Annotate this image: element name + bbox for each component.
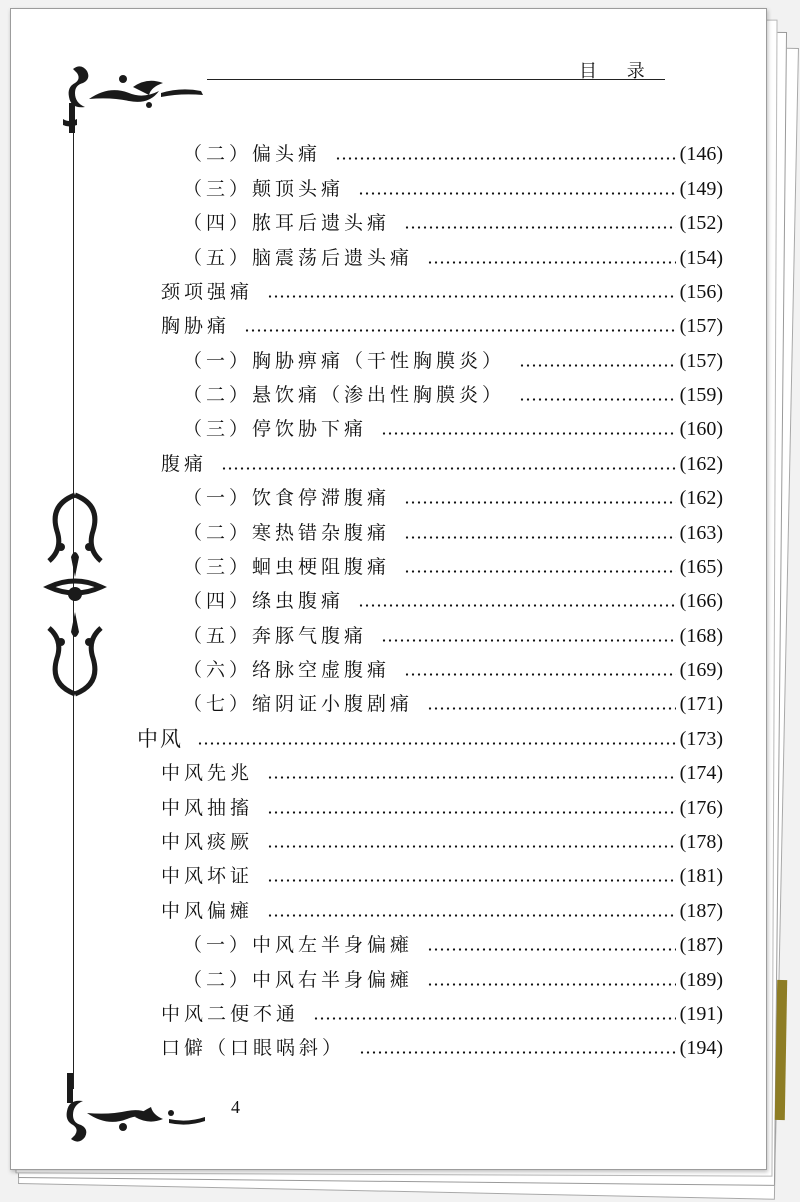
toc-entry-page: (160) <box>679 418 723 440</box>
toc-leader-dots <box>267 811 676 814</box>
toc-leader-dots <box>381 639 676 642</box>
toc-leader-dots <box>404 673 676 676</box>
toc-entry-title: （一）饮食停滞腹痛 <box>183 487 391 509</box>
toc-leader-dots <box>267 845 676 848</box>
toc-entry-title: （六）络脉空虚腹痛 <box>183 659 391 681</box>
toc-entry-page: (176) <box>679 797 723 819</box>
toc-entry <box>161 277 723 307</box>
toc-leader-dots <box>313 1017 676 1020</box>
toc-entry-page: (173) <box>679 728 723 750</box>
toc-leader-dots <box>404 226 676 229</box>
toc-entry-title: 中风偏瘫 <box>161 900 254 922</box>
toc-leader-dots <box>427 707 676 710</box>
toc-leader-dots <box>427 948 676 951</box>
toc-entry-title: （三）停饮胁下痛 <box>183 418 368 440</box>
toc-entry-title: （五）奔豚气腹痛 <box>183 625 368 647</box>
toc-entry-title: （四）脓耳后遗头痛 <box>183 212 391 234</box>
toc-entry <box>183 621 723 651</box>
toc-leader-dots <box>358 604 676 607</box>
toc-leader-dots <box>519 398 676 401</box>
toc-entry-page: (189) <box>679 969 723 991</box>
toc-entry-page: (163) <box>679 522 723 544</box>
toc-entry <box>183 483 723 513</box>
toc-leader-dots <box>427 983 676 986</box>
toc-leader-dots <box>404 570 676 573</box>
toc-entry-title: 中风痰厥 <box>161 831 254 853</box>
toc-entry-page: (154) <box>679 247 723 269</box>
toc-entry <box>183 243 723 273</box>
toc-page <box>10 8 767 1170</box>
toc-entry-title: （一）胸胁痹痛（干性胸膜炎） <box>183 350 506 372</box>
toc-leader-dots <box>267 776 676 779</box>
toc-entry-page: (149) <box>679 178 723 200</box>
toc-entry-page: (146) <box>679 143 723 165</box>
toc-leader-dots <box>381 432 676 435</box>
toc-leader-dots <box>267 914 676 917</box>
toc-entry-page: (159) <box>679 384 723 406</box>
toc-entry-page: (171) <box>679 693 723 715</box>
side-scroll-ornament-icon <box>41 487 109 702</box>
toc-entry-page: (187) <box>679 900 723 922</box>
toc-entry-title: （四）绦虫腹痛 <box>183 590 345 612</box>
toc-leader-dots <box>267 295 676 298</box>
toc-entry-page: (157) <box>679 315 723 337</box>
toc-entry-page: (165) <box>679 556 723 578</box>
page-number: 4 <box>231 1097 240 1117</box>
toc-entry-title: 颈项强痛 <box>161 281 254 303</box>
toc-entry <box>161 793 723 823</box>
toc-leader-dots <box>404 501 676 504</box>
back-sheet-edge <box>775 980 787 1120</box>
toc-entry-title: （二）中风右半身偏瘫 <box>183 969 414 991</box>
toc-entry-title: （五）脑震荡后遗头痛 <box>183 247 414 269</box>
toc-entry <box>161 758 723 788</box>
toc-entry <box>161 449 723 479</box>
header-rule <box>207 79 665 80</box>
top-corner-ornament-icon <box>53 59 223 139</box>
toc-leader-dots <box>244 329 676 332</box>
toc-entry <box>183 930 723 960</box>
toc-entry-page: (162) <box>679 453 723 475</box>
toc-entry <box>183 552 723 582</box>
toc-entry <box>161 1033 723 1063</box>
bottom-corner-ornament-icon <box>51 1069 221 1149</box>
toc-entry-page: (169) <box>679 659 723 681</box>
toc-leader-dots <box>221 467 676 470</box>
toc-entry-page: (166) <box>679 590 723 612</box>
toc-leader-dots <box>197 742 676 745</box>
toc-entry <box>161 827 723 857</box>
toc-entry-page: (194) <box>679 1037 723 1059</box>
toc-entry-page: (162) <box>679 487 723 509</box>
toc-entry-title: （二）悬饮痛（渗出性胸膜炎） <box>183 384 506 406</box>
toc-entry <box>183 655 723 685</box>
toc-entry-page: (174) <box>679 762 723 784</box>
toc-leader-dots <box>359 1051 676 1054</box>
toc-entry <box>183 174 723 204</box>
toc-entry <box>161 999 723 1029</box>
toc-entry-title: （二）偏头痛 <box>183 143 322 165</box>
toc-entry-page: (178) <box>679 831 723 853</box>
toc-leader-dots <box>519 364 676 367</box>
toc-entry-title: 腹痛 <box>161 453 208 475</box>
toc-entry-page: (187) <box>679 934 723 956</box>
toc-entry <box>183 139 723 169</box>
toc-entry <box>183 346 723 376</box>
toc-entry <box>161 311 723 341</box>
toc-leader-dots <box>427 261 676 264</box>
toc-entry <box>183 586 723 616</box>
toc-entry-title: （三）颠顶头痛 <box>183 178 345 200</box>
toc-entry-page: (152) <box>679 212 723 234</box>
page-title: 目 录 <box>579 61 657 82</box>
toc-leader-dots <box>404 536 676 539</box>
toc-entry <box>183 965 723 995</box>
toc-entry-title: 中风抽搐 <box>161 797 254 819</box>
toc-entry <box>183 380 723 410</box>
toc-entry-title: 中风二便不通 <box>161 1003 300 1025</box>
toc-entry <box>183 689 723 719</box>
toc-entry-title: （七）缩阴证小腹剧痛 <box>183 693 414 715</box>
toc-entry-title: （二）寒热错杂腹痛 <box>183 522 391 544</box>
toc-entry-title: 口僻（口眼㖞斜） <box>161 1037 346 1059</box>
toc-entry-title: 胸胁痛 <box>161 315 231 337</box>
toc-entry <box>183 208 723 238</box>
toc-entry-title: （一）中风左半身偏瘫 <box>183 934 414 956</box>
toc-entry-page: (181) <box>679 865 723 887</box>
toc-entry-title: 中风 <box>137 727 183 751</box>
toc-entry <box>183 518 723 548</box>
toc-entry-page: (191) <box>679 1003 723 1025</box>
toc-entry-title: 中风坏证 <box>161 865 254 887</box>
toc-entry-title: 中风先兆 <box>161 762 254 784</box>
toc-entry-page: (168) <box>679 625 723 647</box>
toc-leader-dots <box>335 157 676 160</box>
toc-leader-dots <box>358 192 676 195</box>
toc-entry <box>137 724 723 754</box>
toc-entry-page: (156) <box>679 281 723 303</box>
toc-leader-dots <box>267 879 676 882</box>
toc-entry <box>161 896 723 926</box>
toc-entry-title: （三）蛔虫梗阻腹痛 <box>183 556 391 578</box>
toc-entry-page: (157) <box>679 350 723 372</box>
toc-entry <box>161 861 723 891</box>
toc-entry <box>183 414 723 444</box>
